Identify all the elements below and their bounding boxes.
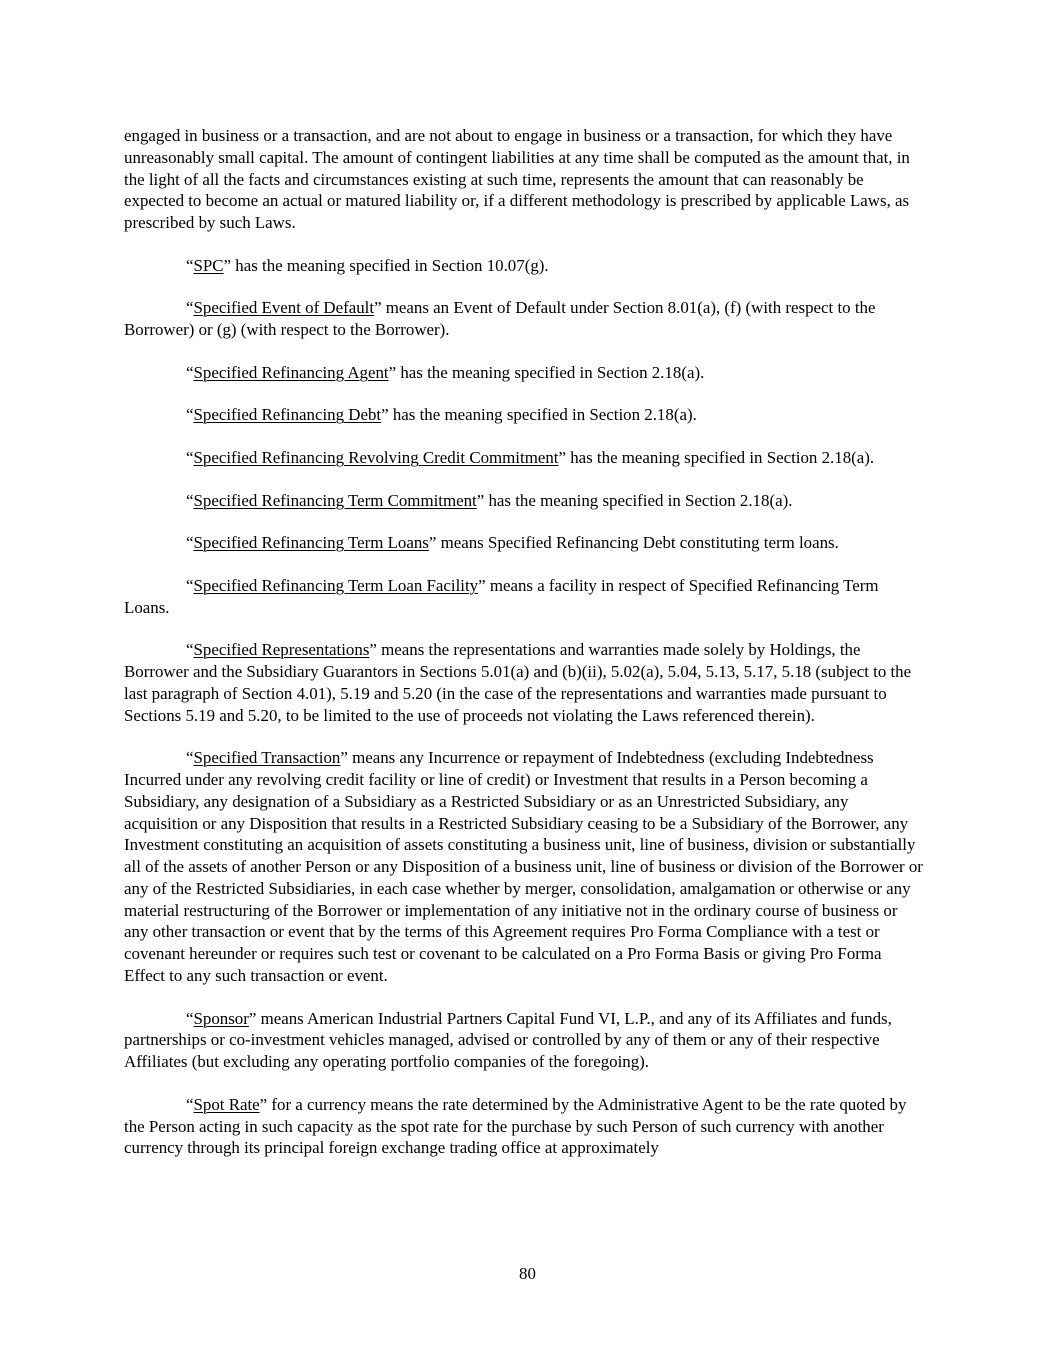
definition-paragraph <box>124 490 926 512</box>
open-quote: “ <box>186 362 194 382</box>
defined-term: Specified Refinancing Term Commitment <box>193 490 477 510</box>
defined-term: Specified Refinancing Term Loan Facility <box>193 575 479 595</box>
definition-paragraph <box>124 447 926 469</box>
open-quote: “ <box>186 255 194 275</box>
definitions-text <box>124 125 926 1180</box>
definition-paragraph <box>124 639 926 726</box>
open-quote: “ <box>186 405 194 425</box>
defined-term: Specified Event of Default <box>193 298 375 318</box>
definition-text: ” has the meaning specified in Section 2.18(a). <box>558 447 875 467</box>
open-quote: “ <box>186 575 194 595</box>
defined-term: Spot Rate <box>193 1094 260 1114</box>
open-quote: “ <box>186 1094 194 1114</box>
open-quote: “ <box>186 1008 194 1028</box>
page-number: 80 <box>519 1264 536 1283</box>
defined-term: SPC <box>193 255 224 275</box>
definition-paragraph <box>124 1008 926 1073</box>
definition-text: ” for a currency means the rate determined by the Administrative Agent to be the rate quoted by the Person acting in such capacity as the spot rate for the purchase by such Person of such currency with another currency through its principal foreign exchange trading office at approximately <box>124 1094 907 1158</box>
definition-text: ” has the meaning specified in Section 2.18(a). <box>476 490 793 510</box>
open-quote: “ <box>186 640 194 660</box>
definition-text: ” has the meaning specified in Section 10.07(g). <box>223 255 549 275</box>
definition-paragraph <box>124 362 926 384</box>
definition-text: ” has the meaning specified in Section 2.18(a). <box>388 362 705 382</box>
defined-term: Specified Representations <box>193 640 370 660</box>
defined-term: Specified Refinancing Revolving Credit Commitment <box>193 447 559 467</box>
definition-paragraph <box>124 747 926 987</box>
definition-paragraph <box>124 532 926 554</box>
open-quote: “ <box>186 748 194 768</box>
definition-paragraph <box>124 1094 926 1159</box>
definition-text: ” means American Industrial Partners Capital Fund VI, L.P., and any of its Affiliates and funds, partnerships or co-investment vehicles managed, advised or controlled by any of them or any of their respective Affiliates (but excluding any operating portfolio companies of the foregoing). <box>124 1008 892 1072</box>
definition-text: ” means Specified Refinancing Debt constituting term loans. <box>428 533 839 553</box>
open-quote: “ <box>186 298 194 318</box>
open-quote: “ <box>186 533 194 553</box>
defined-term: Sponsor <box>193 1008 249 1028</box>
definition-text: ” means an Event of Default under Section 8.01(a), (f) (with respect to the Borrower) or (g) (with respect to the Borrower). <box>124 298 876 340</box>
open-quote: “ <box>186 447 194 467</box>
defined-term: Specified Refinancing Agent <box>193 362 389 382</box>
definition-paragraph <box>124 404 926 426</box>
definition-text: ” means a facility in respect of Specified Refinancing Term Loans. <box>124 575 879 617</box>
intro-paragraph: engaged in business or a transaction, and are not about to engage in business or a transaction, for which they have unreasonably small capital. The amount of contingent liabilities at any time shall be computed as the amount that, in the light of all the facts and circumstances existing at such time, represents the amount that can reasonably be expected to become an actual or matured liability or, if a different methodology is prescribed by applicable Laws, as prescribed by such Laws. <box>124 126 910 233</box>
open-quote: “ <box>186 490 194 510</box>
definition-text: ” means the representations and warranties made solely by Holdings, the Borrower and the Subsidiary Guarantors in Sections 5.01(a) and (b)(ii), 5.02(a), 5.04, 5.13, 5.17, 5.18 (subject to the last paragraph of Section 4.01), 5.19 and 5.20 (in the case of the representations and warranties made pursuant to Sections 5.19 and 5.20, to be limited to the use of proceeds not violating the Laws referenced therein). <box>124 640 912 725</box>
defined-term: Specified Transaction <box>193 748 341 768</box>
definition-paragraph <box>124 297 926 341</box>
definition-text: ” means any Incurrence or repayment of Indebtedness (excluding Indebtedness Incurred under any revolving credit facility or line of credit) or Investment that results in a Person becoming a Subsidiary, any designation of a Subsidiary as a Restricted Subsidiary or as an Unrestricted Subsidiary, any acquisition or any Disposition that results in a Restricted Subsidiary ceasing to be a Subsidiary of the Borrower, any Investment constituting an acquisition of assets constituting a business unit, line of business, division or substantially all of the assets of another Person or any Disposition of a business unit, line of business or division of the Borrower or any of the Restricted Subsidiaries, in each case whether by merger, consolidation, amalgamation or otherwise or any material restructuring of the Borrower or implementation of any initiative not in the ordinary course of business or any other transaction or event that by the terms of this Agreement requires Pro Forma Compliance with a test or covenant hereunder or requires such test or covenant to be calculated on a Pro Forma Basis or giving Pro Forma Effect to any such transaction or event. <box>124 748 923 986</box>
definition-paragraph <box>124 255 926 277</box>
definition-text: ” has the meaning specified in Section 2.18(a). <box>381 405 697 425</box>
defined-term: Specified Refinancing Term Loans <box>193 533 429 553</box>
definition-paragraph <box>124 575 926 619</box>
defined-term: Specified Refinancing Debt <box>193 405 382 425</box>
